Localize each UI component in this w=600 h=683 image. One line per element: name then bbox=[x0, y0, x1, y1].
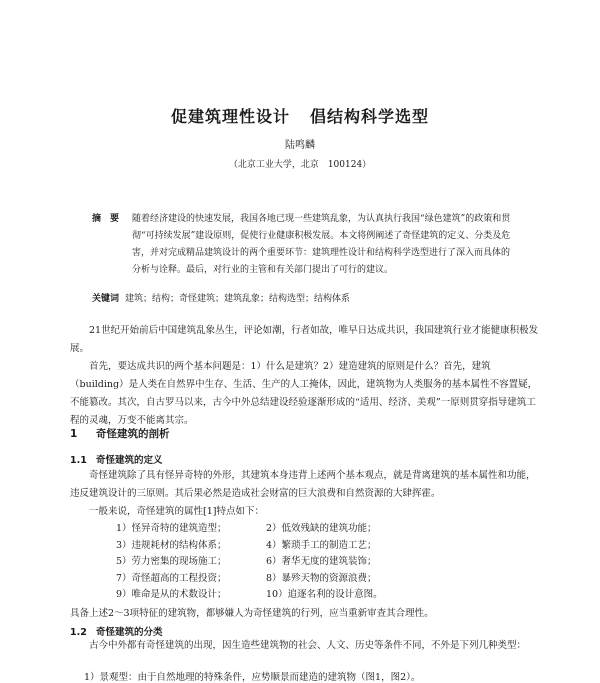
feature-item: 8）暴殄天物的资源浪费； bbox=[266, 572, 377, 584]
intro-paragraph-1: 21世纪开始前后中国建筑乱象丛生，评论如潮，行者如故，唯早日达成共识，我国建筑行业才能健康积极发展。 bbox=[70, 325, 539, 354]
intro-paragraph-2: 首先，要达成共识的两个基本问题是：1）什么是建筑？2）建造建筑的原则是什么？首先，建筑（building）是人类在自然界中生存、生活、生产的人工掩体，因此，建筑物为人类服务的基本属性不容置疑，不能篡改。其次，自古罗马以来，古今中外总结建设经验逐渐形成的“适用、经济、美观”一原则贯穿指导建筑工程的灵魂，万变不能离其宗。 bbox=[70, 361, 538, 426]
section-1-1-number: 1.1 bbox=[70, 455, 87, 466]
feature-item: 7）奇怪超高的工程投资； bbox=[116, 572, 227, 584]
feature-item: 1）怪异奇特的建筑造型； bbox=[116, 523, 227, 534]
abstract bbox=[92, 211, 512, 279]
section-1-heading bbox=[70, 426, 170, 441]
title-part-2: 倡结构科学选型 bbox=[310, 107, 430, 126]
keywords-label: 关键词 bbox=[92, 294, 120, 304]
section-1-2-title: 奇怪建筑的分类 bbox=[96, 627, 163, 638]
section-1-1-paragraph-3: 具备上述2～3项特征的建筑物，都够嫌人为奇怪建筑的行列，应当重新审查其合理性。 bbox=[70, 608, 434, 619]
feature-list bbox=[116, 521, 383, 604]
feature-item: 3）违规耗材的结构体系； bbox=[116, 539, 227, 551]
feature-item: 5）劳力密集的现场施工； bbox=[116, 556, 227, 567]
section-1-2-number: 1.2 bbox=[70, 627, 87, 638]
feature-row bbox=[116, 538, 383, 555]
feature-row bbox=[116, 571, 383, 588]
feature-item: 9）唯命是从的术数设计； bbox=[116, 589, 227, 600]
paper-title bbox=[0, 104, 600, 127]
author-affiliation: （北京工业大学，北京 100124） bbox=[228, 160, 372, 170]
feature-item: 6）奢华无度的建筑装饰； bbox=[266, 556, 377, 567]
section-1-1-heading bbox=[70, 452, 163, 466]
abstract-text: 随着经济建设的快速发展，我国各地已现一些建筑乱象，为认真执行我国“绿色建筑”的政策和贯彻“可持续发展”建设原则，促使行业健康积极发展。本文将例阐述了奇怪建筑的定义、分类及危害，并对完成精品建筑设计的两个重要环节：建筑理性设计和结构科学选型进行了深入而具体的分析与诠释。最后，对行业的主管和有关部门提出了可行的建议。 bbox=[132, 214, 511, 275]
keywords-text: 建筑；结构；奇怪建筑；建筑乱象；结构选型；结构体系 bbox=[125, 294, 351, 304]
author-name: 陆鸣麟 bbox=[285, 140, 315, 151]
section-1-2-item-1-visible bbox=[84, 669, 420, 683]
section-1-1-title: 奇怪建筑的定义 bbox=[96, 455, 163, 466]
section-1-2-paragraph-1: 古今中外都有奇怪建筑的出现，因生造些建筑物的社会、人文、历史等条件不同，不外是下列几种类型： bbox=[89, 640, 527, 651]
feature-row bbox=[116, 521, 383, 538]
section-1-number: 1 bbox=[70, 428, 78, 440]
keywords bbox=[92, 291, 512, 304]
feature-row bbox=[116, 587, 383, 604]
section-1-title: 奇怪建筑的剖析 bbox=[96, 428, 170, 440]
section-1-2-heading bbox=[70, 624, 163, 638]
feature-item: 4）繁琐手工的制造工艺； bbox=[266, 539, 377, 551]
feature-item: 10）追逐名利的设计意图。 bbox=[266, 589, 383, 600]
section-1-2-item-1-text: 1）景观型：由于自然地理的特殊条件，应势顺景而建造的建筑物（图1，图2）。 bbox=[84, 672, 421, 683]
feature-item: 2）低效残缺的建筑功能； bbox=[266, 523, 377, 534]
section-1-1-paragraph-2: 一般来说，奇怪建筑的属性[1]特点如下： bbox=[89, 506, 264, 517]
abstract-label: 摘 要 bbox=[92, 214, 120, 224]
title-part-1: 促建筑理性设计 bbox=[170, 107, 290, 126]
section-1-1-paragraph-1: 奇怪建筑除了具有怪异奇特的外形，其建筑本身违背上述两个基本观点，就是背离建筑的基本属性和功能，违反建筑设计的三原则。其后果必然是造成社会财富的巨大浪费和自然资源的大肆挥霍。 bbox=[70, 470, 536, 499]
feature-row bbox=[116, 554, 383, 571]
